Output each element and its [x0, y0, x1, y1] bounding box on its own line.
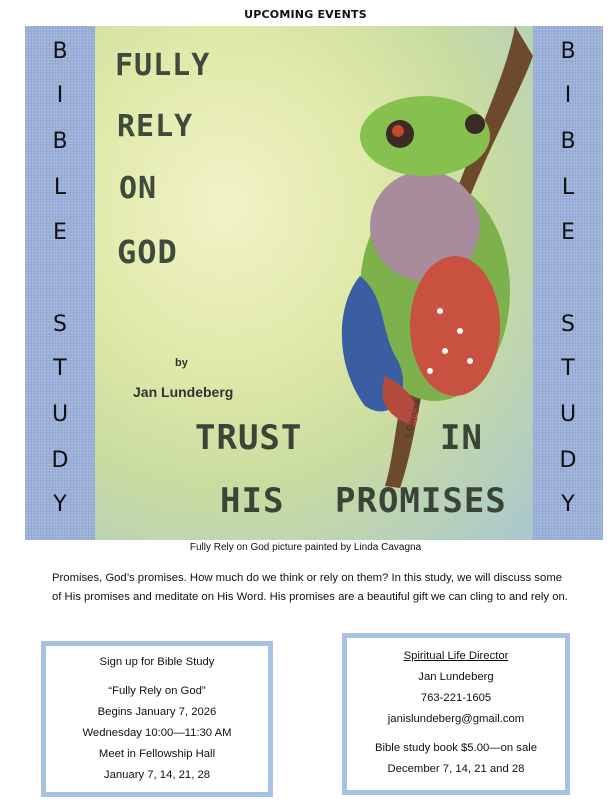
cover-subtitle-promises: PROMISES	[335, 481, 507, 521]
banner-letter: I	[564, 83, 572, 108]
contact-email: janislundeberg@gmail.com	[387, 713, 525, 725]
banner-letter: Y	[561, 492, 575, 517]
banner-letter: I	[56, 83, 64, 108]
study-title: “Fully Rely on God”	[108, 685, 206, 697]
page-title: UPCOMING EVENTS	[244, 8, 367, 21]
frog-head	[360, 96, 490, 176]
banner-letter: B	[52, 39, 68, 64]
banner-letter: T	[561, 356, 575, 381]
frog-leg	[410, 256, 500, 396]
cover-painting	[95, 26, 533, 540]
banner-letter: S	[561, 312, 575, 337]
cover-subtitle-in: IN	[440, 418, 483, 458]
book-price: Bible study book $5.00—on sale	[374, 742, 538, 754]
banner-letter: L	[561, 175, 575, 200]
meeting-dates: January 7, 14, 21, 28	[103, 769, 211, 781]
cover-title-line: FULLY	[115, 48, 211, 83]
banner-letter: D	[559, 448, 577, 473]
meeting-location: Meet in Fellowship Hall	[98, 748, 216, 760]
contact-heading: Spiritual Life Director	[403, 650, 509, 662]
contact-box	[342, 633, 570, 795]
left-banner	[25, 26, 95, 540]
banner-letter: E	[53, 220, 67, 245]
image-caption: Fully Rely on God picture painted by Linda Cavagna	[189, 542, 422, 553]
cover-title-line: GOD	[117, 233, 178, 271]
meeting-time: Wednesday 10:00—11:30 AM	[82, 727, 232, 739]
book-sale-dates: December 7, 14, 21 and 28	[387, 763, 525, 775]
banner-letter: B	[560, 39, 576, 64]
frog-painting	[95, 26, 533, 540]
banner-letter: U	[559, 402, 577, 427]
cover-subtitle-his: HIS	[220, 481, 285, 521]
banner-letter: B	[52, 129, 68, 154]
banner-letter: E	[561, 220, 575, 245]
right-banner	[533, 26, 603, 540]
intro-paragraph: Promises, God’s promises. How much do we think or rely on them? In this study, we will discuss some of His promises and meditate on His Word. His promises are a beautiful gift we can cling to and rely on.	[52, 572, 568, 603]
contact-phone: 763-221-1605	[420, 692, 492, 704]
banner-letter: U	[51, 402, 69, 427]
banner-letter: L	[53, 175, 67, 200]
banner-letter: S	[53, 312, 67, 337]
signup-heading: Sign up for Bible Study	[99, 656, 215, 668]
cover-title-line: ON	[119, 171, 158, 206]
banner-letter: T	[53, 356, 67, 381]
banner-letter: D	[51, 448, 69, 473]
banner-letter: B	[560, 129, 576, 154]
signup-box	[41, 641, 273, 797]
contact-name: Jan Lundeberg	[418, 671, 494, 683]
cover-subtitle-trust: TRUST	[195, 418, 303, 458]
begin-date: Begins January 7, 2026	[97, 706, 217, 718]
cover-author: Jan Lundeberg	[133, 384, 234, 400]
cover-title-line: RELY	[117, 109, 194, 144]
banner-letter: Y	[53, 492, 67, 517]
cover-by: by	[175, 357, 188, 369]
artist-signature: L.Cavagna	[403, 398, 422, 439]
